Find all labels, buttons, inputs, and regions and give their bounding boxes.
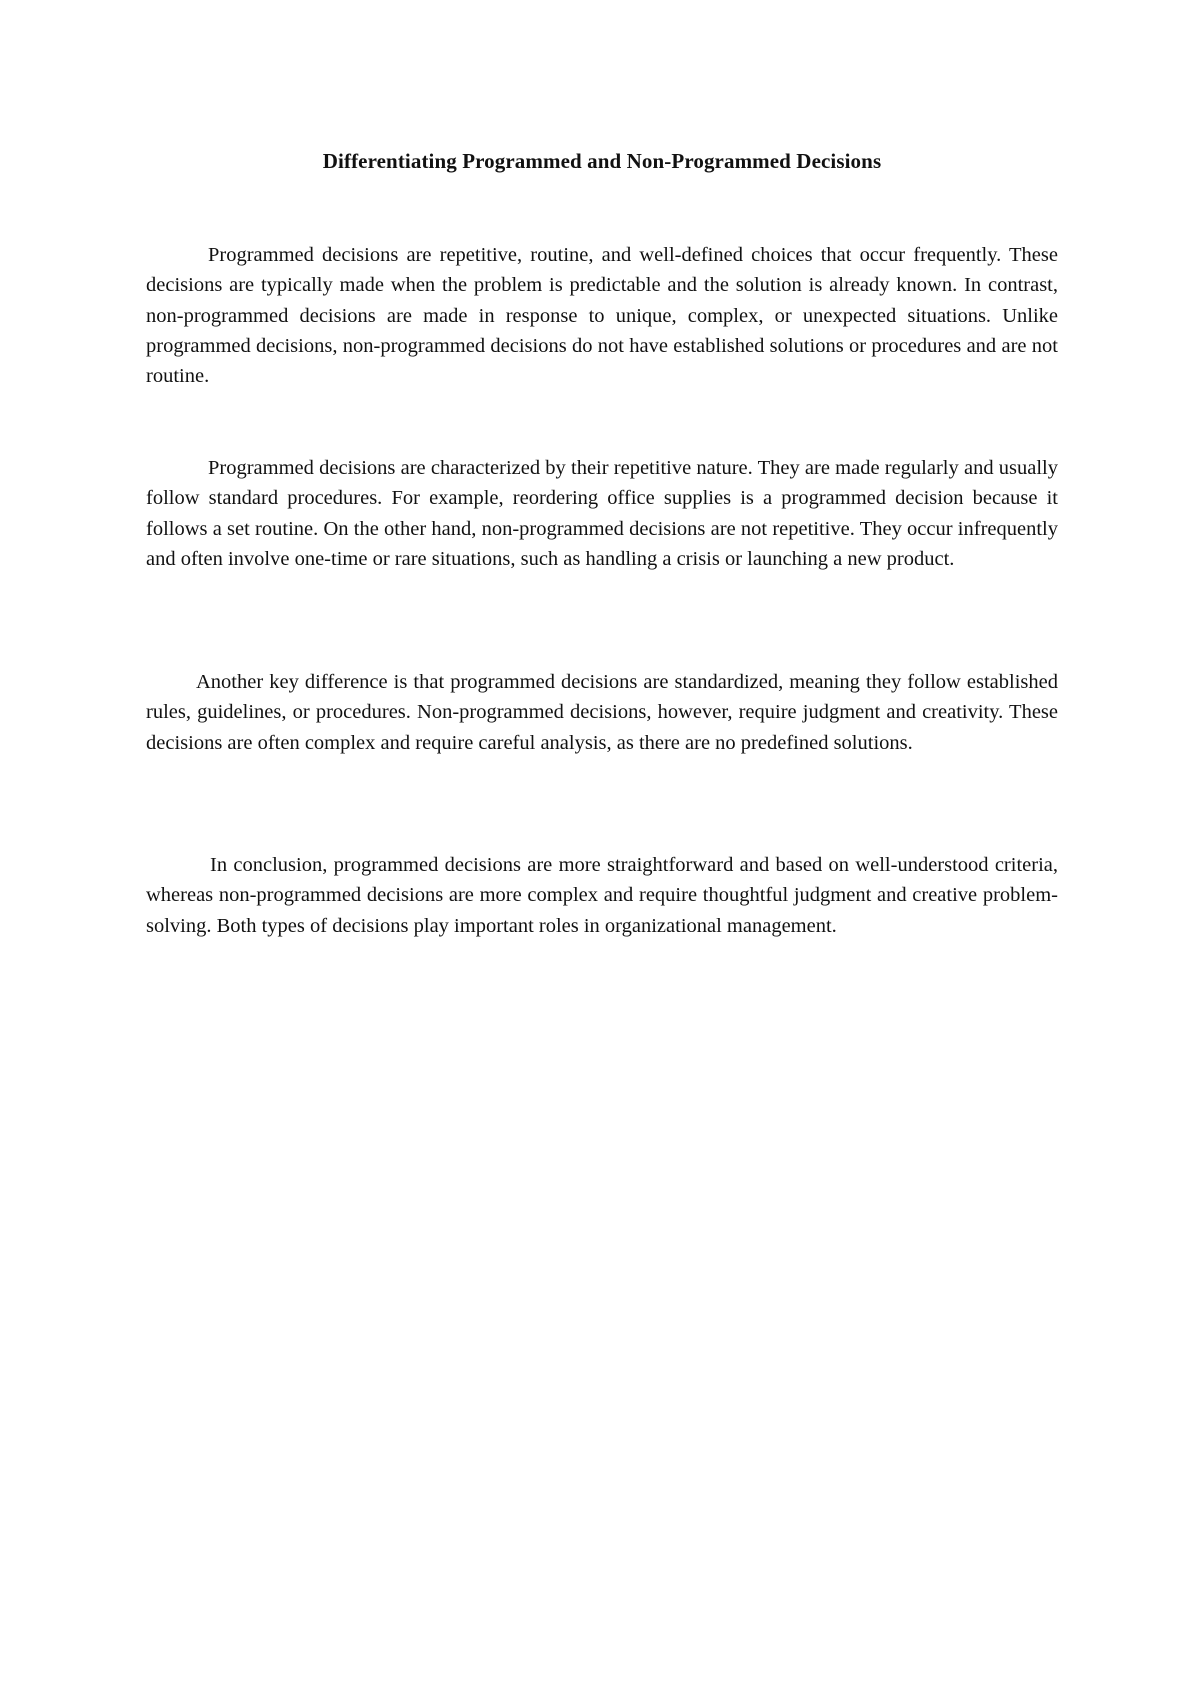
document-title: Differentiating Programmed and Non-Programmed Decisions — [322, 149, 882, 173]
paragraph-definitions: Programmed decisions are repetitive, routine, and well-defined choices that occur frequently. These decisions are typically made when the problem is predictable and the solution is already known. In contrast, non-programmed decisions are made in response to unique, complex, or unexpected situations. Unlike programmed decisions, non-programmed decisions do not have established solutions or procedures and are not routine. — [146, 244, 1058, 388]
paragraph-conclusion: In conclusion, programmed decisions are more straightforward and based on well-understood criteria, whereas non-programmed decisions are more complex and require thoughtful judgment and creative problem-solving. Both types of decisions play important roles in organizational management. — [146, 854, 1058, 937]
paragraph-repetitiveness: Programmed decisions are characterized by their repetitive nature. They are made regularly and usually follow standard procedures. For example, reordering office supplies is a programmed decision because it follows a set routine. On the other hand, non-programmed decisions are not repetitive. They occur infrequently and often involve one-time or rare situations, such as handling a crisis or launching a new product. — [146, 457, 1058, 570]
paragraph-standardization: Another key difference is that programmed decisions are standardized, meaning they follow established rules, guidelines, or procedures. Non-programmed decisions, however, require judgment and creativity. These decisions are often complex and require careful analysis, as there are no predefined solutions. — [146, 671, 1058, 754]
